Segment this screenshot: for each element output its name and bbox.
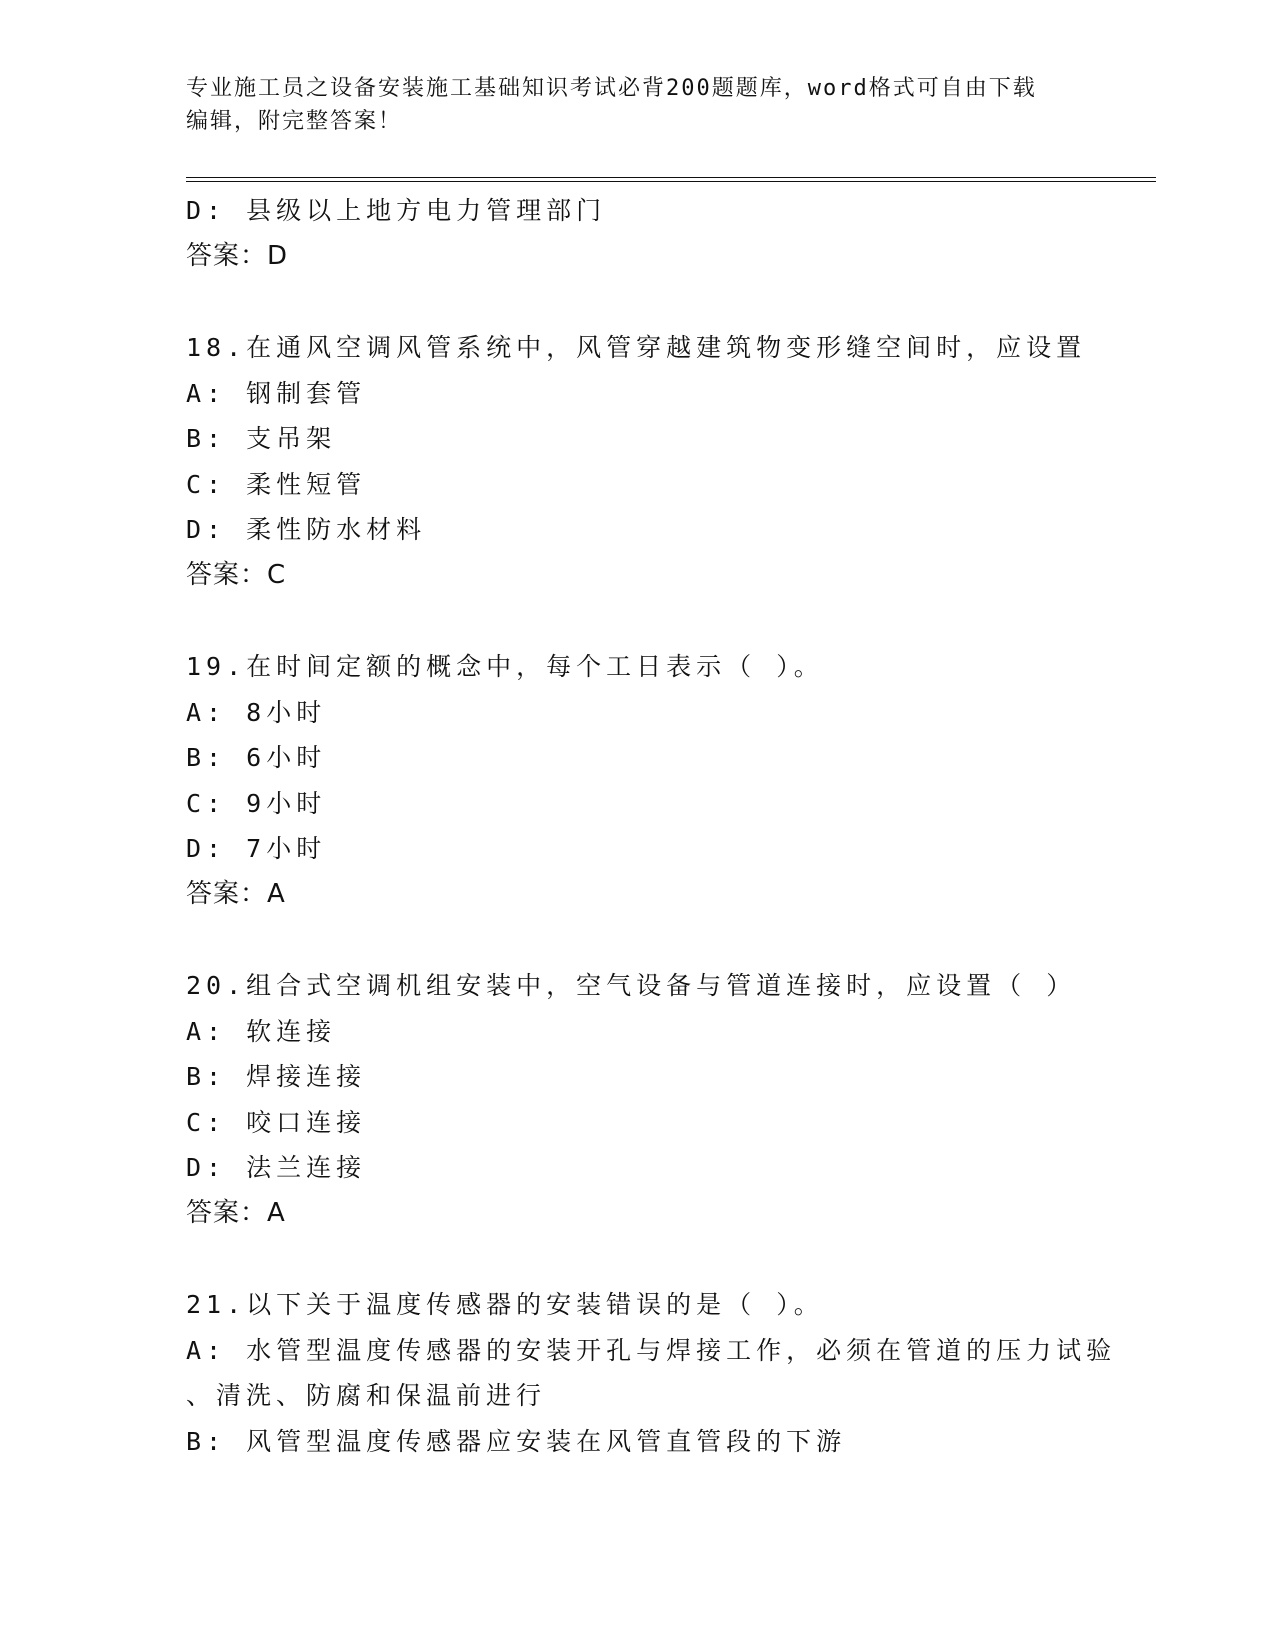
answer: 答案：D xyxy=(186,240,289,271)
option-a: A: 8小时 xyxy=(186,697,327,727)
answer: 答案：C xyxy=(186,559,287,590)
option-a: A: 水管型温度传感器的安装开孔与焊接工作，必须在管道的压力试验 xyxy=(186,1335,1117,1365)
question-stem: 21.以下关于温度传感器的安装错误的是（ ）。 xyxy=(186,1290,824,1319)
option-b: B: 风管型温度传感器应安装在风管直管段的下游 xyxy=(186,1426,847,1456)
option-d: D: 县级以上地方电力管理部门 xyxy=(186,196,607,225)
option-c: C: 9小时 xyxy=(186,788,327,818)
question-19 xyxy=(186,644,1106,917)
option-c: C: 柔性短管 xyxy=(186,469,367,499)
document-header xyxy=(186,72,1086,138)
question-stem: 19.在时间定额的概念中，每个工日表示（ ）。 xyxy=(186,652,824,681)
spacer xyxy=(186,917,1106,963)
spacer xyxy=(186,279,1106,325)
question-20 xyxy=(186,963,1106,1236)
option-d: D: 法兰连接 xyxy=(186,1153,367,1182)
option-a-continuation: 、清洗、防腐和保温前进行 xyxy=(186,1381,547,1410)
question-list xyxy=(186,188,1117,1464)
option-d: D: 柔性防水材料 xyxy=(186,515,427,544)
answer: 答案：A xyxy=(186,878,286,909)
header-title-line-1: 专业施工员之设备安装施工基础知识考试必背200题题库，word格式可自由下载 xyxy=(186,76,1037,101)
question-stem: 18.在通风空调风管系统中，风管穿越建筑物变形缝空间时，应设置 xyxy=(186,333,1087,362)
spacer xyxy=(186,1236,1106,1282)
question-stem: 20.组合式空调机组安装中，空气设备与管道连接时，应设置（ ） xyxy=(186,971,1077,1000)
option-d: D: 7小时 xyxy=(186,834,327,863)
header-divider-bottom xyxy=(186,181,1156,182)
option-c: C: 咬口连接 xyxy=(186,1107,367,1137)
spacer xyxy=(186,598,1106,644)
header-title-line-2: 编辑，附完整答案！ xyxy=(186,109,403,134)
option-b: B: 焊接连接 xyxy=(186,1062,367,1091)
header-divider-top xyxy=(186,177,1156,178)
option-b: B: 支吊架 xyxy=(186,424,337,453)
option-b: B: 6小时 xyxy=(186,743,327,772)
question-18 xyxy=(186,325,1106,598)
question-21 xyxy=(186,1282,1117,1464)
question-17-tail xyxy=(186,188,1106,279)
answer: 答案：A xyxy=(186,1197,286,1228)
option-a: A: 软连接 xyxy=(186,1016,337,1046)
option-a: A: 钢制套管 xyxy=(186,378,367,408)
